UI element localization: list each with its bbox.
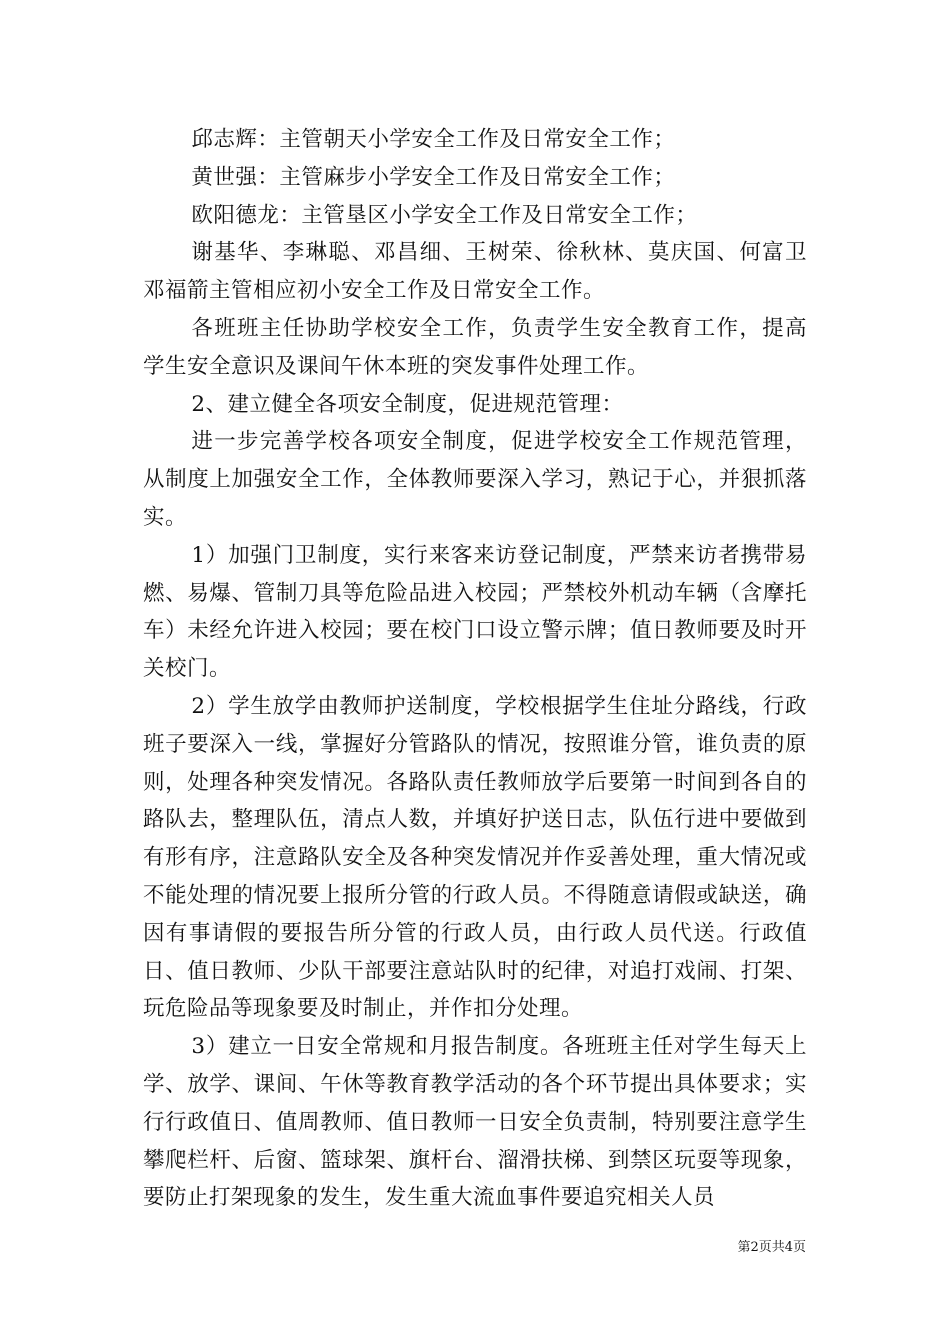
document-body xyxy=(143,121,807,1217)
paragraph-qiu-zhihui: 邱志辉：主管朝天小学安全工作及日常安全工作； xyxy=(191,127,676,152)
paragraph-rule-2-escort: 2）学生放学由教师护送制度，学校根据学生住址分路线，行政班子要深入一线，掌握好分管路队的情况，按照谁分管，谁负责的原则，处理各种突发情况。各路队责任教师放学后要第一时间到各自的路队去，整理队伍，清点人数，并填好护送日志，队伍行进中要做到有形有序，注意路队安全及各种突发情况并作妥善处理，重大情况或不能处理的情况要上报所分管的行政人员。不得随意请假或缺送，确因有事请假的要报告所分管的行政人员，由行政人员代送。行政值日、值日教师、少队干部要注意站队时的纪律，对追打戏闹、打架、玩危险品等现象要及时制止，并作扣分处理。 xyxy=(143,693,807,1022)
paragraph-class-teachers: 各班班主任协助学校安全工作，负责学生安全教育工作，提高学生安全意识及课间午休本班的突发事件处理工作。 xyxy=(143,315,807,379)
page-number: 第2页共4页 xyxy=(737,1240,806,1255)
section-heading-safety-rules: 2、建立健全各项安全制度，促进规范管理： xyxy=(191,391,624,417)
paragraph-improve-rules: 进一步完善学校各项安全制度，促进学校安全工作规范管理，从制度上加强安全工作，全体教师要深入学习，熟记于心，并狠抓落实。 xyxy=(143,429,807,530)
paragraph-rule-3-daily: 3）建立一日安全常规和月报告制度。各班班主任对学生每天上学、放学、课间、午休等教育教学活动的各个环节提出具体要求；实行行政值日、值周教师、值日教师一日安全负责制，特别要注意学生攀爬栏杆、后窗、篮球架、旗杆台、溜滑扶梯、到禁区玩耍等现象，要防止打架现象的发生，发生重大流血事件要追究相关人员 xyxy=(143,1034,807,1211)
paragraph-rule-1-gate: 1）加强门卫制度，实行来客来访登记制度，严禁来访者携带易燃、易爆、管制刀具等危险品进入校园；严禁校外机动车辆（含摩托车）未经允许进入校园；要在校门口设立警示牌；值日教师要及时开关校门。 xyxy=(143,542,807,682)
paragraph-ouyang-delong: 欧阳德龙：主管垦区小学安全工作及日常安全工作； xyxy=(191,202,698,228)
paragraph-huang-shiqiang: 黄世强：主管麻步小学安全工作及日常安全工作； xyxy=(191,164,676,190)
paragraph-elementary-managers: 谢基华、李琳聪、邓昌细、王树荣、徐秋林、莫庆国、何富卫邓福箭主管相应初小安全工作及日常安全工作。 xyxy=(143,240,807,304)
